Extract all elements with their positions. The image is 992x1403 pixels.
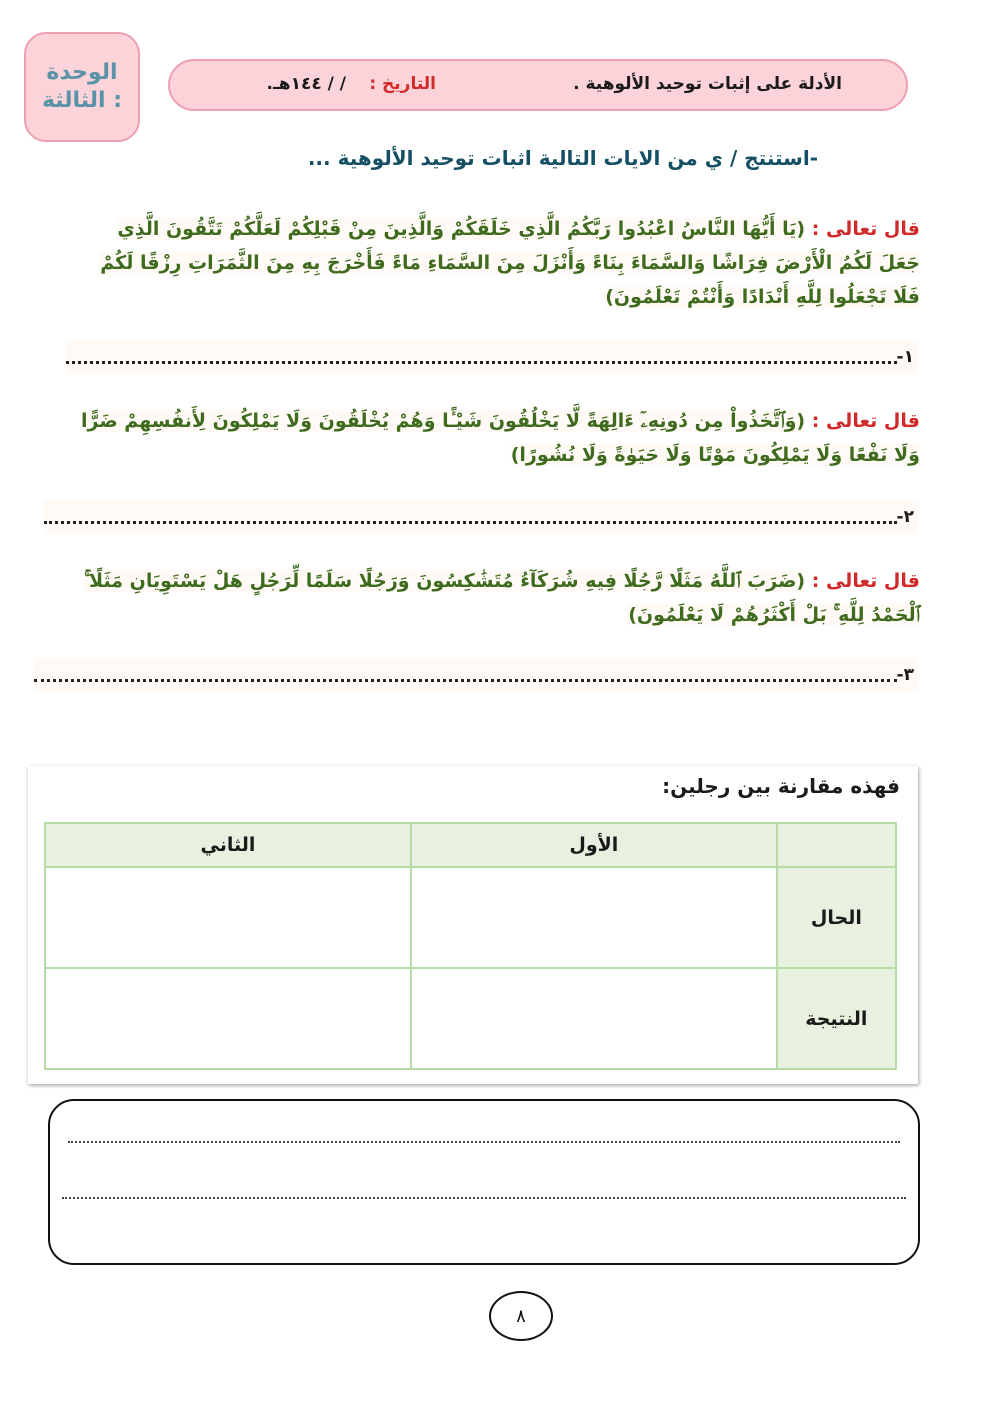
lesson-title: الأدلة على إثبات توحيد الألوهية . bbox=[573, 74, 842, 94]
unit-badge-line1: الوحدة bbox=[46, 60, 118, 85]
notes-box bbox=[48, 1099, 920, 1265]
verse-intro: قال تعالى : bbox=[811, 218, 920, 240]
comparison-panel bbox=[28, 766, 918, 1084]
note-dotted-line-2[interactable] bbox=[62, 1197, 906, 1199]
answer-dotted-line[interactable] bbox=[34, 669, 897, 682]
table-row bbox=[45, 968, 896, 1069]
cell-state-second[interactable] bbox=[45, 867, 411, 968]
note-dotted-line-1[interactable] bbox=[68, 1141, 900, 1143]
header-banner bbox=[168, 59, 908, 111]
page-number bbox=[489, 1291, 553, 1341]
answer-line-1[interactable] bbox=[66, 340, 918, 374]
answer-number: ٣- bbox=[896, 665, 914, 685]
column-header-first: الأول bbox=[411, 823, 777, 867]
cell-result-first[interactable] bbox=[411, 968, 777, 1069]
verse-text: (يَا أَيُّهَا النَّاسُ اعْبُدُوا رَبَّكُمُ الَّذِي خَلَقَكُمْ وَالَّذِينَ مِنْ قَبْلِكُمْ لَعَلَّكُمْ تَتَّقُونَ الَّذِي جَعَلَ لَكُمُ الْأَرْضَ فِرَاشًا وَالسَّمَاءَ بِنَاءً وَأَنْزَلَ مِنَ السَّمَاءِ مَاءً فَأَخْرَجَ بِهِ مِنَ الثَّمَرَاتِ رِزْقًا لَكُمْ فَلَا تَجْعَلُوا لِلَّهِ أَنْدَادًا وَأَنْتُمْ تَعْلَمُونَ) bbox=[100, 218, 920, 308]
answer-number: ١- bbox=[896, 347, 914, 367]
unit-badge bbox=[24, 32, 140, 142]
column-header-second: الثاني bbox=[45, 823, 411, 867]
answer-dotted-line[interactable] bbox=[66, 351, 897, 364]
verse-1 bbox=[70, 212, 920, 314]
unit-badge-line2: الثالثة : bbox=[41, 88, 123, 113]
answer-dotted-line[interactable] bbox=[44, 511, 897, 524]
verse-intro: قال تعالى : bbox=[811, 570, 920, 592]
verse-intro: قال تعالى : bbox=[811, 410, 920, 432]
date-field[interactable]: / / ١٤٤هـ. bbox=[266, 74, 346, 94]
answer-line-2[interactable] bbox=[44, 500, 918, 534]
row-header-result: النتيجة bbox=[777, 968, 896, 1069]
comparison-title: فهذه مقارنة بين رجلين: bbox=[662, 774, 900, 798]
answer-number: ٢- bbox=[896, 507, 914, 527]
verse-2 bbox=[70, 404, 920, 472]
instruction-heading: -استنتج / ي من الايات التالية اثبات توحيد الألوهية ... bbox=[307, 146, 818, 170]
comparison-table bbox=[44, 822, 897, 1070]
verse-text: (ضَرَبَ ٱللَّهُ مَثَلًا رَّجُلًا فِيهِ شُرَكَآءُ مُتَشَٰكِسُونَ وَرَجُلًا سَلَمًا لِّرَجُلٍ هَلْ يَسْتَوِيَانِ مَثَلًا ۚ ٱلْحَمْدُ لِلَّهِ ۚ بَلْ أَكْثَرُهُمْ لَا يَعْلَمُونَ) bbox=[84, 570, 920, 626]
page-number-text: ٨ bbox=[516, 1305, 526, 1327]
date-label: التاريخ : bbox=[369, 74, 436, 94]
verse-text: (وَٱتَّخَذُواْ مِن دُونِهِۦٓ ءَالِهَةً لَّا يَخْلُقُونَ شَيْـًٔا وَهُمْ يُخْلَقُونَ وَلَا يَمْلِكُونَ لِأَنفُسِهِمْ ضَرًّا وَلَا نَفْعًا وَلَا يَمْلِكُونَ مَوْتًا وَلَا حَيَوٰةً وَلَا نُشُورًا) bbox=[80, 410, 920, 466]
cell-state-first[interactable] bbox=[411, 867, 777, 968]
row-header-state: الحال bbox=[777, 867, 896, 968]
table-row bbox=[45, 867, 896, 968]
verse-3 bbox=[70, 564, 920, 632]
table-header-row bbox=[45, 823, 896, 867]
answer-line-3[interactable] bbox=[34, 658, 918, 692]
cell-result-second[interactable] bbox=[45, 968, 411, 1069]
table-corner-cell bbox=[777, 823, 896, 867]
